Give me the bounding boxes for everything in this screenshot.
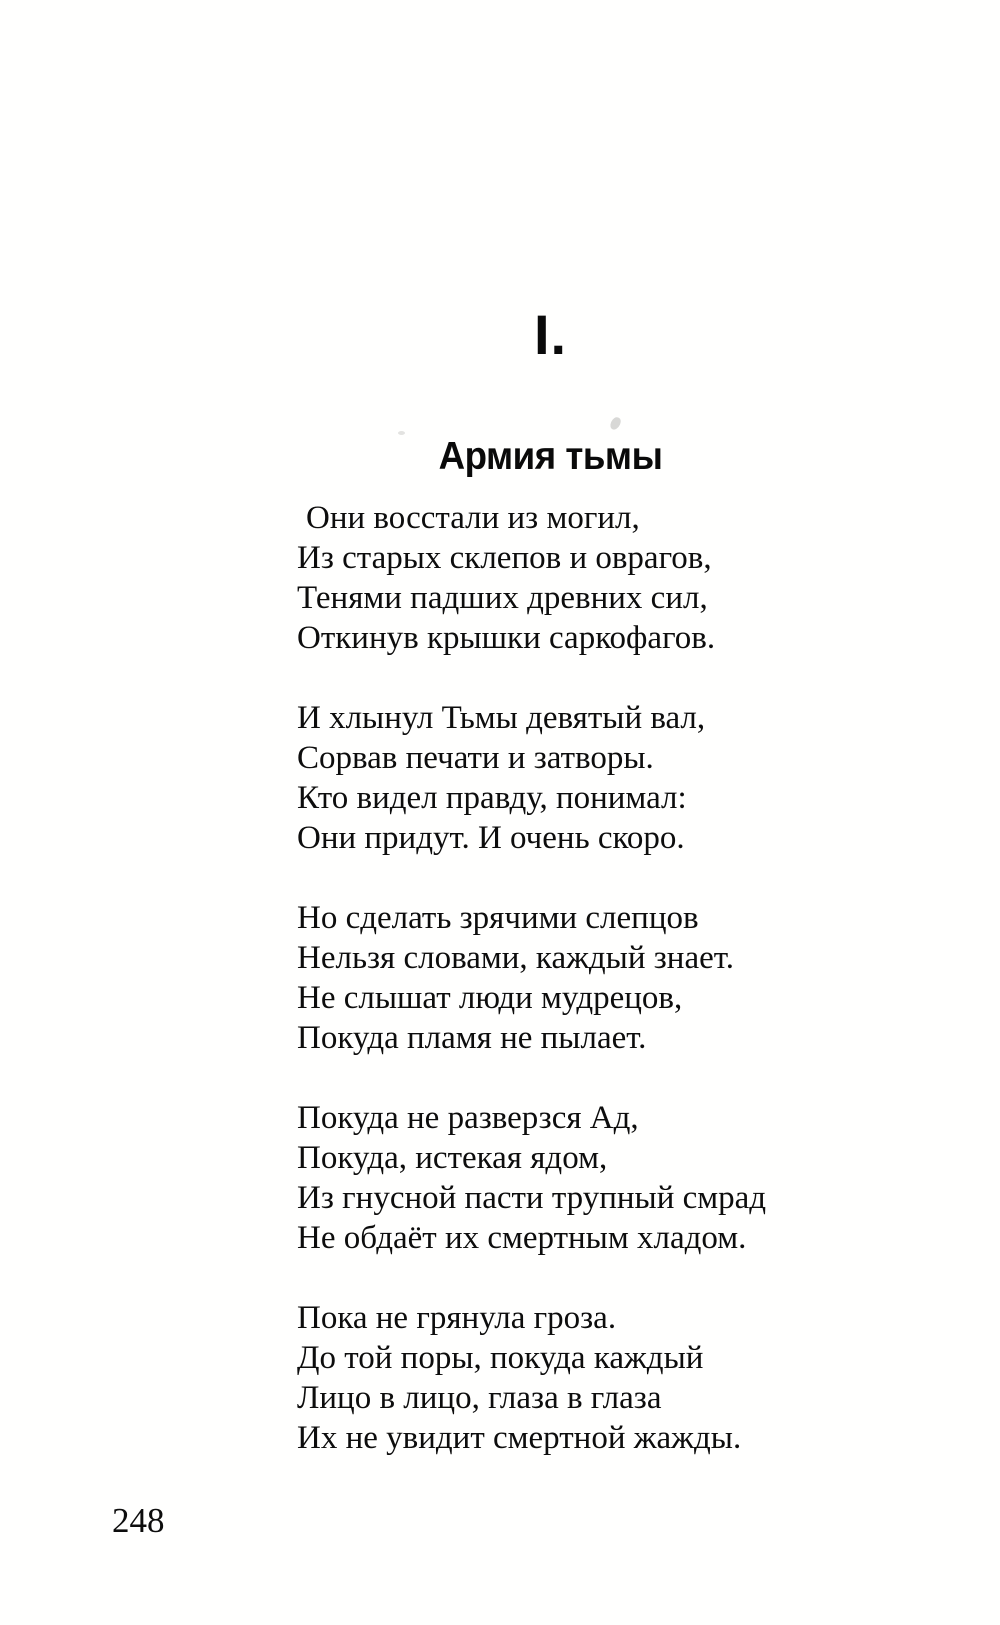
- poem-line: Из гнусной пасти трупный смрад: [297, 1180, 767, 1216]
- poem-title: Армия тьмы: [438, 435, 663, 478]
- poem-line: Пока не грянула гроза.: [297, 1300, 617, 1336]
- poem-line: Покуда пламя не пылает.: [297, 1020, 647, 1056]
- poem-line: До той поры, покуда каждый: [297, 1340, 704, 1376]
- poem-line: Нельзя словами, каждый знает.: [297, 940, 734, 976]
- poem-body: [297, 498, 857, 1498]
- poem-line: Не обдаёт их смертным хладом.: [297, 1220, 747, 1256]
- poem-line: Они придут. И очень скоро.: [297, 820, 685, 856]
- poem-line: Из старых склепов и оврагов,: [297, 540, 712, 576]
- stanza-3: [297, 898, 857, 1058]
- scan-artifact: [398, 431, 405, 435]
- poem-line: Не слышат люди мудрецов,: [297, 980, 683, 1016]
- poem-line: Покуда, истекая ядом,: [297, 1140, 608, 1176]
- poem-line: Кто видел правду, понимал:: [297, 780, 687, 816]
- stanza-1: [297, 498, 857, 658]
- poem-line: Лицо в лицо, глаза в глаза: [297, 1380, 662, 1416]
- section-number: I.: [533, 303, 568, 366]
- poem-line: И хлынул Тьмы девятый вал,: [297, 700, 706, 736]
- stanza-4: [297, 1098, 857, 1258]
- page-number: 248: [112, 1501, 165, 1540]
- poem-line: Тенями падших древних сил,: [297, 580, 708, 616]
- poem-line: Их не увидит смертной жажды.: [297, 1420, 742, 1456]
- poem-line: Откинув крышки саркофагов.: [297, 620, 716, 656]
- poem-line: Но сделать зрячими слепцов: [297, 900, 699, 936]
- poem-line: Они восстали из могил,: [306, 500, 640, 536]
- poem-line: Сорвав печати и затворы.: [297, 740, 654, 776]
- poem-line: Покуда не разверзся Ад,: [297, 1100, 639, 1136]
- stanza-2: [297, 698, 857, 858]
- scan-artifact: [609, 416, 623, 432]
- stanza-5: [297, 1298, 857, 1458]
